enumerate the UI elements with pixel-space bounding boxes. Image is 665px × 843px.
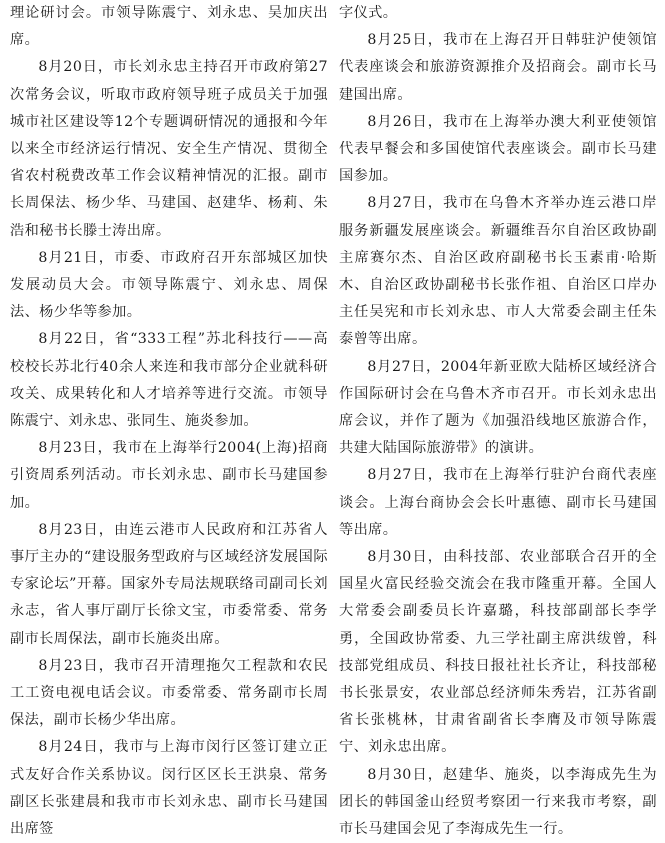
- paragraph: 8月27日，我市在上海举行驻沪台商代表座谈会。上海台商协会会长叶惠德、副市长马建国等出席。: [339, 467, 657, 538]
- paragraph: 8月30日，赵建华、施炎，以李海成先生为团长的韩国釜山经贸考察团一行来我市考察，副市长马建国会见了李海成先生一行。: [339, 766, 657, 838]
- paragraph: 8月23日，我市在上海举行2004(上海)招商引资周系列活动。市长刘永忠、副市长马建国参加。: [10, 440, 328, 511]
- paragraph: 8月27日，2004年新亚欧大陆桥区域经济合作国际研讨会在乌鲁木齐市召开。市长刘永忠出席会议，并作了题为《加强沿线地区旅游合作，共建大陆国际旅游带》的演讲。: [339, 358, 657, 457]
- paragraph: 8月24日，我市与上海市闵行区签订建立正式友好合作关系协议。闵行区区长王洪泉、常务副区长张建晨和我市市长刘永忠、副市长马建国出席签: [10, 739, 328, 838]
- paragraph: 8月22日，省“333工程”苏北科技行——高校校长苏北行40余人来连和我市部分企业就科研攻关、成果转化和人才培养等进行交流。市领导陈震宁、刘永忠、张同生、施炎参加。: [10, 331, 328, 430]
- paragraph: 8月21日，市委、市政府召开东部城区加快发展动员大会。市领导陈震宁、刘永忠、周保法、杨少华等参加。: [10, 249, 328, 321]
- paragraph: 8月23日，由连云港市人民政府和江苏省人事厅主办的“建设服务型政府与区域经济发展国际专家论坛”开幕。国家外专局法规联络司副司长刘永志，省人事厅副厅长徐文宝，市委常委、常务副市长周保法，副市长施炎出席。: [10, 521, 328, 647]
- right-column: [339, 0, 657, 838]
- paragraph: 8月25日，我市在上海召开日韩驻沪使领馆代表座谈会和旅游资源推介及招商会。副市长马建国出席。: [339, 32, 657, 103]
- paragraph: 8月27日，我市在乌鲁木齐举办连云港口岸服务新疆发展座谈会。新疆维吾尔自治区政协副主席赛尔杰、自治区政府副秘书长玉素甫·哈斯木、自治区政协副秘书长张作祖、自治区口岸办主任吴宪和市长刘永忠、市人大常委会副主任朱泰曾等出席。: [339, 195, 657, 348]
- paragraph: 字仪式。: [339, 5, 398, 21]
- left-column: [10, 0, 328, 838]
- paragraph: 8月23日，我市召开清理拖欠工程款和农民工工资电视电话会议。市委常委、常务副市长周保法，副市长杨少华出席。: [10, 657, 328, 729]
- paragraph: 理论研讨会。市领导陈震宁、刘永忠、吴加庆出席。: [10, 5, 328, 49]
- paragraph: 8月26日，我市在上海举办澳大利亚使领馆代表早餐会和多国使馆代表座谈会。副市长马建国参加。: [339, 113, 657, 185]
- paragraph: 8月30日，由科技部、农业部联合召开的全国星火富民经验交流会在我市隆重开幕。全国人大常委会副委员长许嘉璐，科技部副部长李学勇，全国政协常委、九三学社副主席洪绂曾，科技部党组成员、科技日报社社长齐让，科技部秘书长张景安，农业部总经济师朱秀岩，江苏省副省长张桃林，甘肃省副省长李膺及市领导陈震宁、刘永忠出席。: [339, 549, 657, 756]
- paragraph: 8月20日，市长刘永忠主持召开市政府第27次常务会议，听取市政府领导班子成员关于加强城市社区建设等12个专题调研情况的通报和今年以来全市经济运行情况、安全生产情况、贯彻全省农村税费改革工作会议精神情况的汇报。副市长周保法、杨少华、马建国、赵建华、杨莉、朱浩和秘书长滕士涛出席。: [10, 59, 328, 239]
